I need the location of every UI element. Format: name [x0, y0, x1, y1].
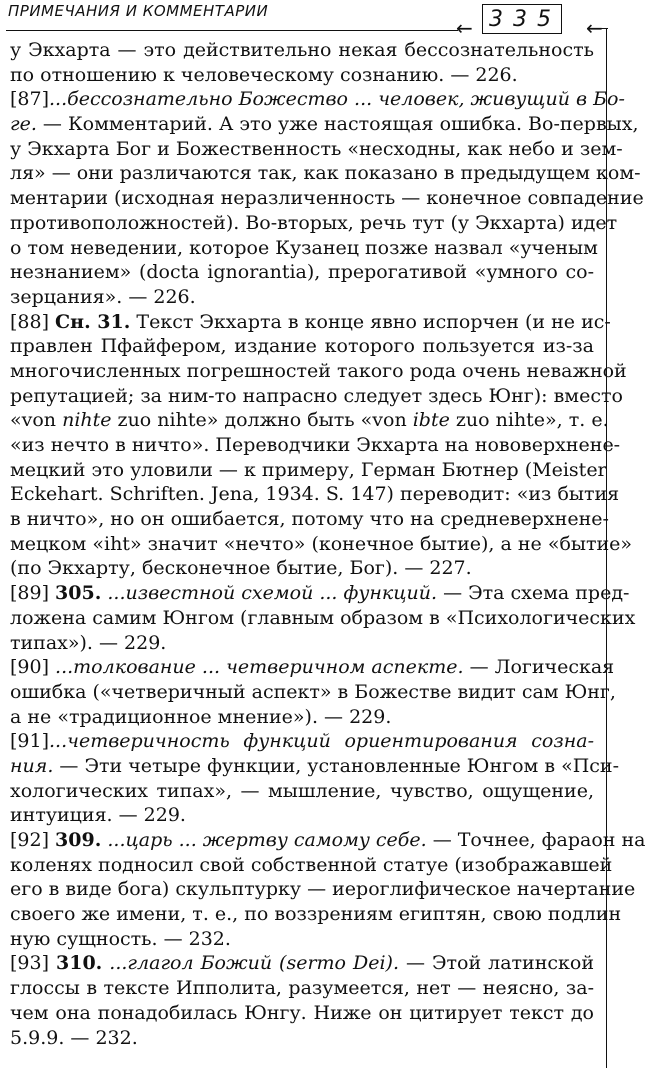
text-line: чем она понадобилась Юнгу. Ниже он цитирует текст до — [10, 1001, 594, 1024]
note-lemma: ге. — [10, 113, 37, 136]
notes-text — [10, 38, 645, 1050]
header-rule — [6, 30, 458, 31]
text-line: правлен Пфайфером, издание которого пользуется из-за — [10, 335, 594, 358]
page-number: 335 — [482, 4, 562, 34]
text-line: глоссы в тексте Ипполита, разумеется, нет — неясно, за- — [10, 977, 594, 1000]
note-lemma: ...четверичность функций ориентирования созна- — [49, 730, 594, 753]
text-line: 5.9.9. — 232. — [10, 1026, 138, 1049]
text-span: — Логическая — [463, 656, 615, 679]
text-line: своего же имени, т. е., по воззрениям египтян, свою подлин — [10, 903, 622, 926]
text-span: — Эта схема пред- — [437, 582, 630, 605]
note-number: [89] — [10, 582, 56, 605]
note-number: [92] — [10, 829, 56, 851]
text-span: Текст Экхарта в конце явно испорчен (и не ис- — [130, 310, 611, 333]
text-line: Eckehart. Schriften. Jena, 1934. S. 147) переводит: «из бытия — [10, 483, 620, 506]
arrow-left-icon: ← — [456, 16, 473, 40]
text-span: — Этой латинской — [399, 952, 595, 975]
note-number: [91] — [10, 730, 50, 753]
text-line: по отношению к человеческому сознанию. — 226. — [10, 63, 518, 86]
text-span: — Точнее, фараон на — [426, 829, 645, 851]
italic-word: nihte — [62, 409, 112, 432]
text-line: ошибка («четверичный аспект» в Божестве видит сам Юнг, — [10, 680, 616, 703]
text-line: коленях подносил свой собственной статуе (изображавшей — [10, 853, 613, 876]
note-lemma: ния. — [10, 754, 54, 777]
arrow-right-icon: ← — [586, 16, 603, 40]
italic-word: ibte — [412, 409, 450, 432]
text-line: мецкий это уловили — к примеру, Герман Бютнер (Meister — [10, 458, 607, 481]
note-91-line — [10, 729, 594, 754]
note-lemma: ...известной схемой ... функций. — [101, 582, 438, 605]
text-line: «из нечто в ничто». Переводчики Экхарта на нововерхнене- — [10, 434, 621, 456]
running-head: ПРИМЕЧАНИЯ И КОММЕНТАРИИ — [8, 2, 269, 20]
text-span: — Эти четыре функции, установленные Юнгом в «Пси- — [53, 754, 620, 777]
note-number: [87] — [10, 88, 50, 111]
note-ref: Сн. 31. — [55, 310, 131, 333]
text-line: а не «традиционное мнение»). — 229. — [10, 705, 392, 728]
text-line: типах»). — 229. — [10, 631, 167, 654]
text-line: мецком «iht» значит «нечто» (конечное бытие), а не «бытие» — [10, 532, 633, 555]
text-line — [10, 112, 639, 137]
note-number: [93] — [10, 952, 57, 975]
text-line: репутацией; за ним-то напрасно следует здесь Юнг): вместо — [10, 384, 623, 407]
note-number: [88] — [10, 310, 56, 333]
note-lemma: ...бессознательно Божество ... человек, живущий в Бо- — [49, 88, 625, 111]
text-line: противоположностей). Во-вторых, речь тут (у Экхарта) идет — [10, 211, 618, 234]
note-ref: 309. — [55, 829, 102, 851]
text-line: о том неведении, которое Кузанец позже назвал «ученым — [10, 236, 598, 259]
text-line: незнанием» (docta ignorantia), прерогативой «умного со- — [10, 261, 594, 284]
text-span: zuo nihte», т. е. — [449, 409, 609, 432]
note-ref: 305. — [55, 582, 102, 605]
note-number: [90] — [10, 656, 56, 679]
text-line: в ничто», но он ошибается, потому что на средневерхнене- — [10, 508, 609, 531]
text-line: ля» — они различаются так, как показано в предыдущем ком- — [10, 162, 641, 185]
note-92-line — [10, 828, 645, 853]
text-line — [10, 754, 620, 779]
text-line: многочисленных погрешностей такого рода очень неважной — [10, 359, 627, 382]
note-87-line — [10, 87, 625, 112]
text-line: интуиция. — 229. — [10, 804, 186, 827]
text-line: хологических типах», — мышление, чувство, ощущение, — [10, 779, 594, 802]
text-line: его в виде бога) скульптурку — иероглифическое начертание — [10, 878, 636, 901]
page-header — [6, 0, 616, 40]
note-lemma: ...царь ... жертву самому себе. — [101, 829, 427, 851]
text-line: (по Экхарту, бесконечное бытие, Бог). — 227. — [10, 557, 472, 580]
text-line: ложена самим Юнгом (главным образом в «Психологических — [10, 606, 636, 629]
note-89-line — [10, 581, 630, 606]
text-line: у Экхарта — это действительно некая бессознательность — [10, 39, 594, 61]
text-line — [10, 408, 609, 433]
text-line: зерцания». — 226. — [10, 285, 196, 308]
note-93-line — [10, 951, 594, 976]
text-line: у Экхарта Бог и Божественность «несходны, как небо и зем- — [10, 137, 623, 160]
note-lemma: ...толкование ... четверичном аспекте. — [55, 656, 464, 679]
note-88-line — [10, 310, 611, 335]
note-lemma: ...глагол Божий (sermo Dei). — [102, 952, 399, 975]
text-line: ную сущность. — 232. — [10, 927, 231, 950]
note-90-line — [10, 655, 615, 680]
note-ref: 310. — [56, 952, 103, 975]
text-span: — Комментарий. А это уже настоящая ошибка. Во-первых, — [36, 113, 639, 136]
text-line: ментарии (исходная неразличенность — конечное совпадение — [10, 187, 644, 210]
text-span: «von — [10, 409, 63, 432]
text-span: zuo nihte» должно быть «von — [111, 409, 413, 432]
